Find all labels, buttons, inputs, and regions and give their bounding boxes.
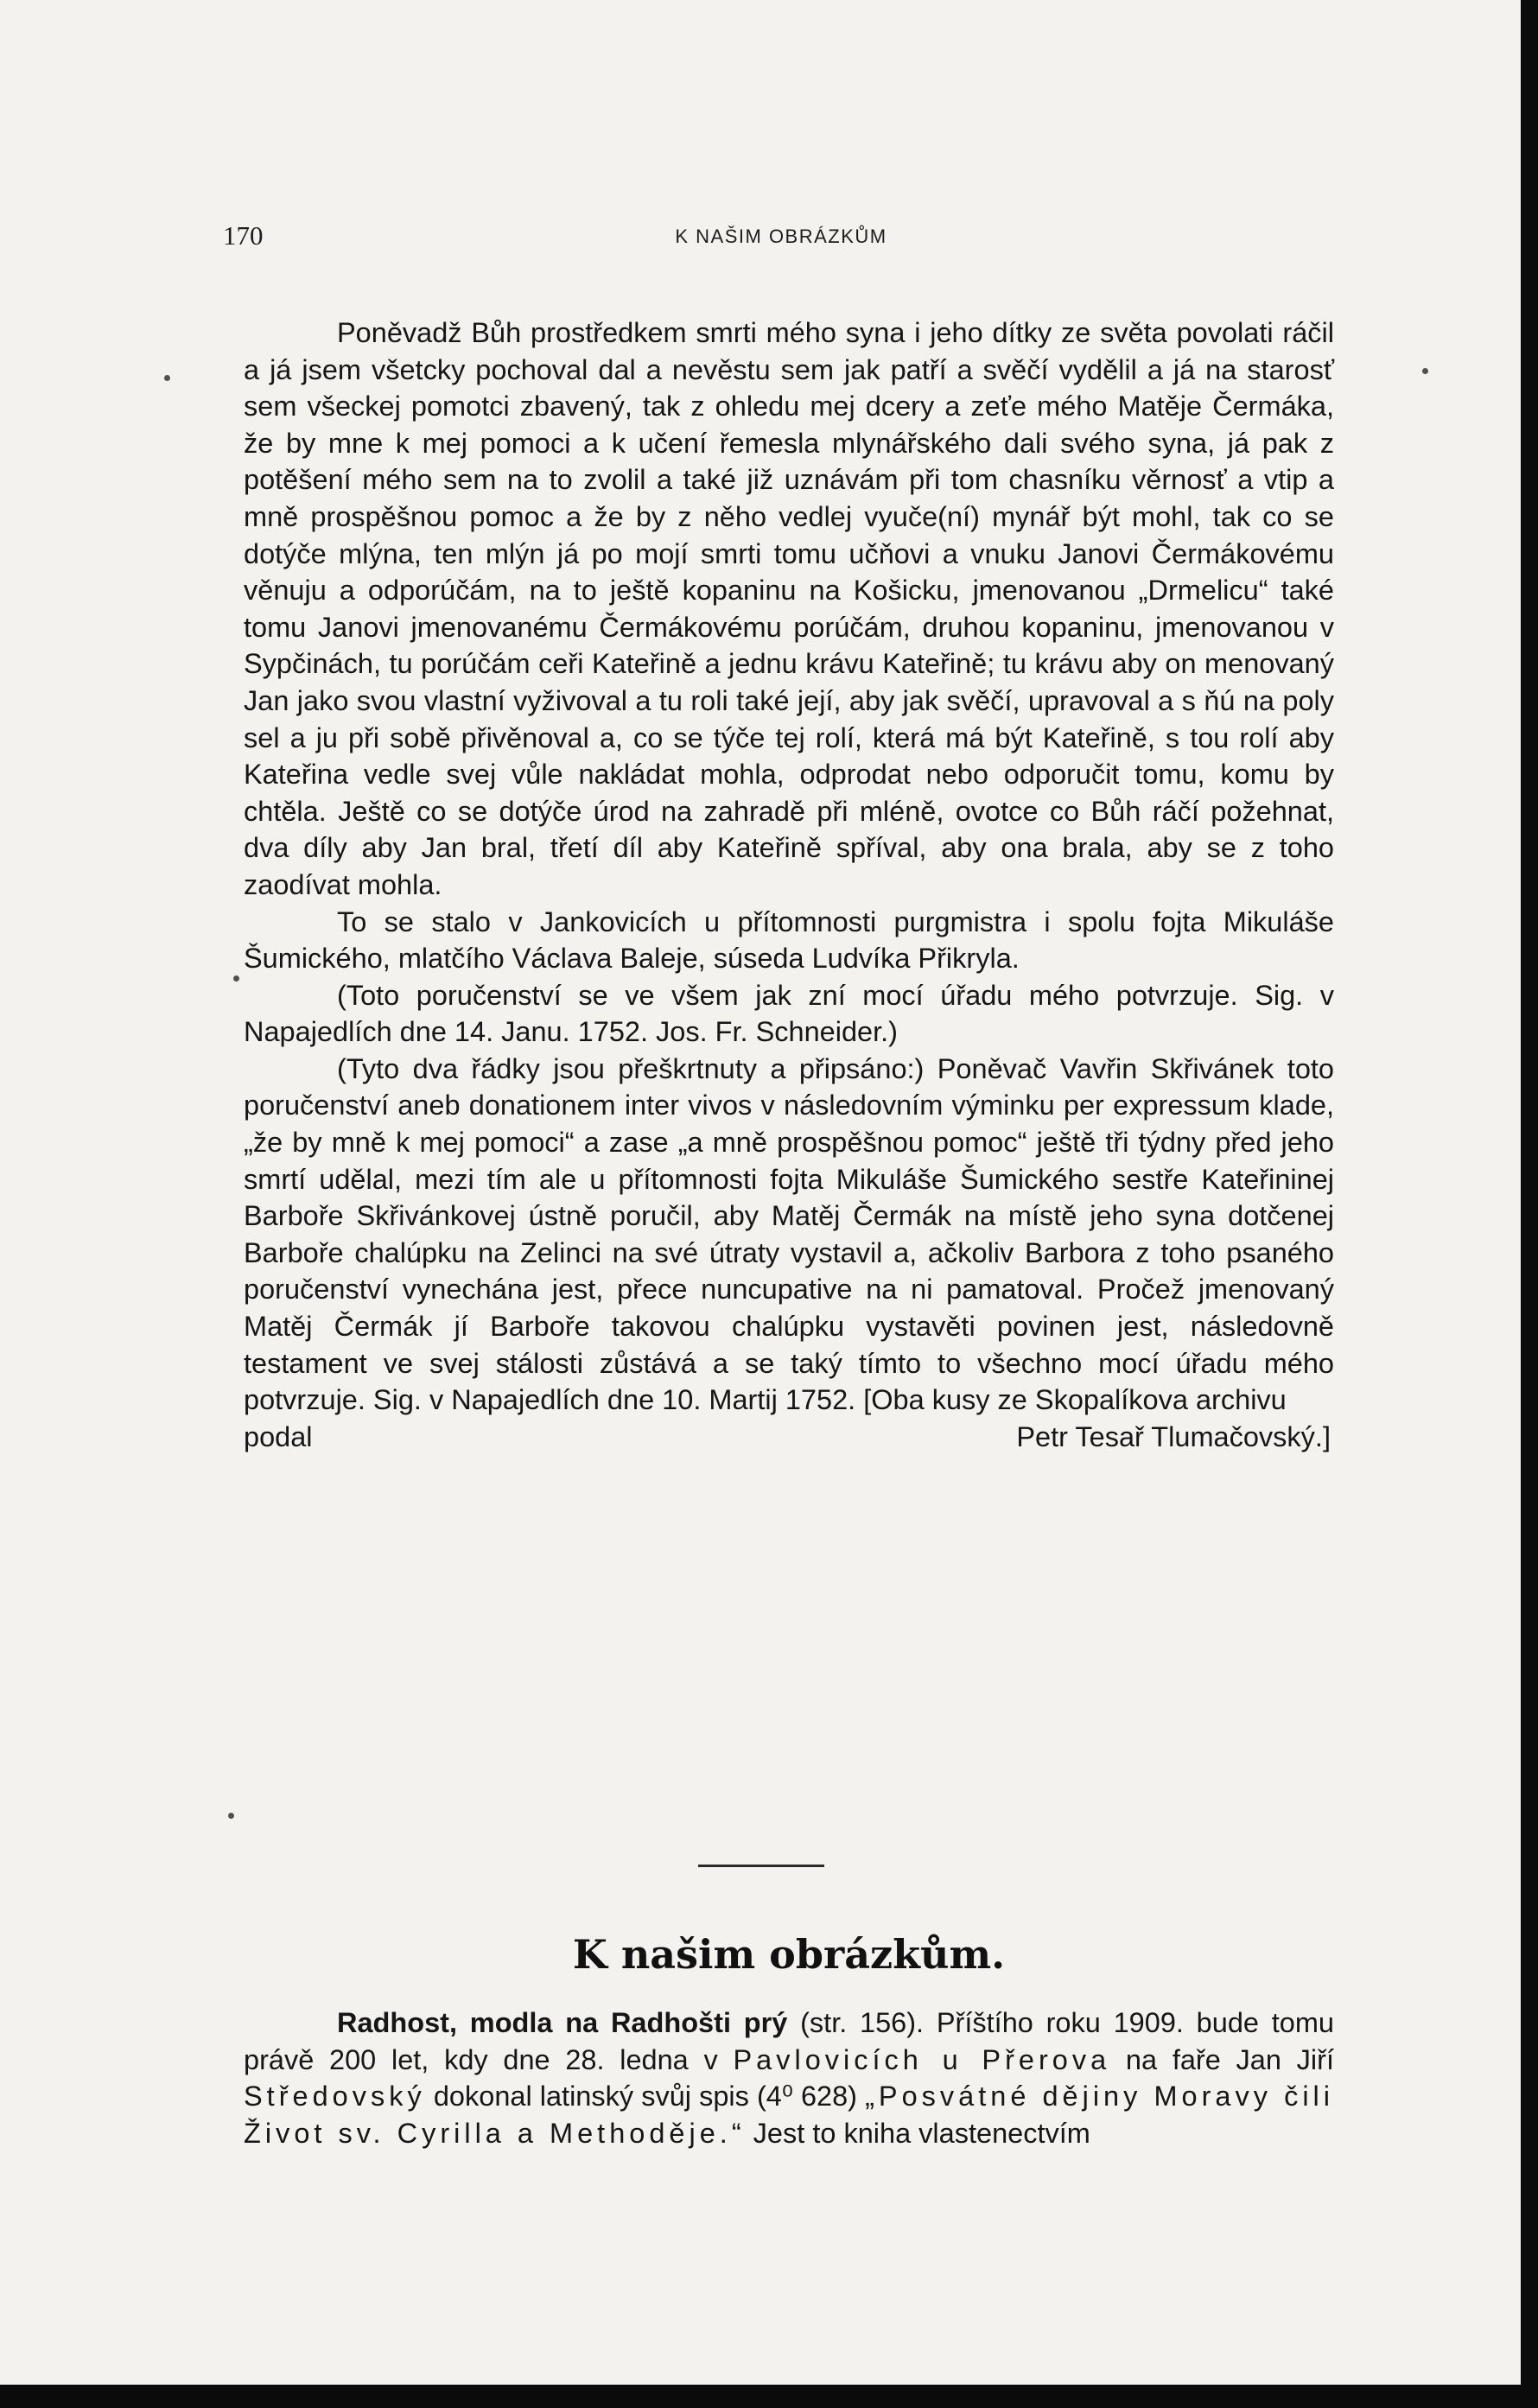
page-header bbox=[223, 220, 1339, 255]
scan-speck bbox=[164, 375, 170, 381]
item-title: Radhost, modla na Radhošti prý bbox=[337, 2007, 788, 2038]
work-title: „Posvátné dějiny Moravy čili Život sv. Cyrilla a Methoděje.“ bbox=[244, 2081, 1334, 2149]
place-name: Pavlovicích u Přerova bbox=[733, 2043, 1111, 2075]
section-text bbox=[244, 2005, 1334, 2151]
signature-prefix: podal bbox=[244, 1420, 313, 1452]
scan-speck bbox=[228, 1813, 234, 1819]
scan-speck bbox=[1422, 368, 1428, 374]
running-head: K NAŠIM OBRÁZKŮM bbox=[675, 226, 887, 247]
scan-speck bbox=[233, 975, 239, 982]
section-divider bbox=[698, 1865, 824, 1867]
paragraph: (Toto poručenství se ve všem jak zní mocí úřadu mého potvrzuje. Sig. v Napajedlích dne 14. Janu. 1752. Jos. Fr. Schneider.) bbox=[244, 979, 1334, 1048]
page-number: 170 bbox=[223, 220, 264, 251]
main-text bbox=[244, 315, 1334, 1455]
signature-line bbox=[244, 1419, 1334, 1456]
paragraph: (Tyto dva řádky jsou přeškrtnuty a připsáno:) Poněvač Vavřin Skřivánek toto poručenství aneb donationem inter vivos v následovním výminku per expressum klade, „že by mně k mej pomoci“ a zase „a mně prospěšnou pomoc“ ještě tři týdny před jeho smrtí udělal, mezi tím ale u přítomnosti fojta Mikuláše Šumického sestře Kateřininej Barboře Skřivánkovej ústně poručil, aby Matěj Čermák na místě jeho syna dotčenej Barboře chalúpku na Zelinci na své útraty vystavil a, ačkoliv Barbora z toho psaného poručenství vynechána jest, přece nuncupative na ni pamatoval. Pročež jmenovaný Matěj Čermák jí Barboře takovou chalúpku vystavěti povinen jest, následovně testament ve svej stálosti zůstává a se taký tímto to všechno mocí úřadu mého potvrzuje. Sig. v Napajedlích dne 10. Martij 1752. [Oba kusy ze Skopalíkova archivu bbox=[244, 1052, 1334, 1416]
section-heading: K našim obrázkům. bbox=[572, 1931, 1006, 1978]
item-text: dokonal latinský svůj spis (4⁰ 628) bbox=[425, 2081, 866, 2113]
author-name: Středovský bbox=[244, 2081, 426, 2113]
item-text: Jest to kniha vlastenectvím bbox=[745, 2117, 1090, 2149]
scan-border-bottom bbox=[0, 2385, 1538, 2408]
scan-border-right bbox=[1521, 0, 1538, 2408]
signature-name: Petr Tesař Tlumačovský.] bbox=[1016, 1420, 1331, 1452]
paragraph: To se stalo v Jankovicích u přítomnosti purgmistra i spolu fojta Mikuláše Šumického, mlatčího Václava Baleje, súseda Ludvíka Přikryla. bbox=[244, 905, 1334, 975]
item-text: na faře Jan Jiří bbox=[1110, 2043, 1334, 2075]
paragraph: Poněvadž Bůh prostředkem smrti mého syna i jeho dítky ze světa povolati ráčil a já jsem všetcky pochoval dal a nevěstu sem jak patří a svěčí vydělil a já na starosť sem všeckej pomotci zbavený, tak z ohledu mej dcery a zeťe mého Matěje Čermáka, že by mne k mej pomoci a k učení řemesla mlynářského dali svého syna, já pak z potěšení mého sem na to zvolil a také již uznávám při tom chasníku věrnosť a vtip a mně prospěšnou pomoc a že by z něho vedlej vyuče(ní) mynář být mohl, tak co se dotýče mlýna, ten mlýn já po mojí smrti tomu učňovi a vnuku Janovi Čermákovému věnuju a odporúčám, na to ještě kopaninu na Košicku, jmenovanou „Drmelicu“ také tomu Janovi jmenovanému Čermákovému porúčám, druhou kopaninu, jmenovanou v Sypčinách, tu porúčám ceři Kateřině a jednu krávu Kateřině; tu krávu aby on menovaný Jan jako svou vlastní vyživoval a tu roli také její, aby jak svěčí, upravoval a s ňú na poly sel a ju při sobě přivěnoval a, co se týče tej rolí, která má být Kateřině, s tou rolí aby Kateřina vedle svej vůle nakládat mohla, odprodat nebo odporučit tomu, komu by chtěla. Ještě co se dotýče úrod na zahradě při mléně, ovotce co Bůh ráčí požehnat, dva díly aby Jan bral, třetí díl aby Kateřině spříval, aby ona brala, aby se z toho zaodívat mohla. bbox=[244, 317, 1334, 900]
item-text: (str. 156). Příštího roku 1909. bude tomu právě 200 let, kdy dne 28. ledna v bbox=[244, 2007, 1334, 2075]
section-paragraph bbox=[244, 2005, 1334, 2151]
